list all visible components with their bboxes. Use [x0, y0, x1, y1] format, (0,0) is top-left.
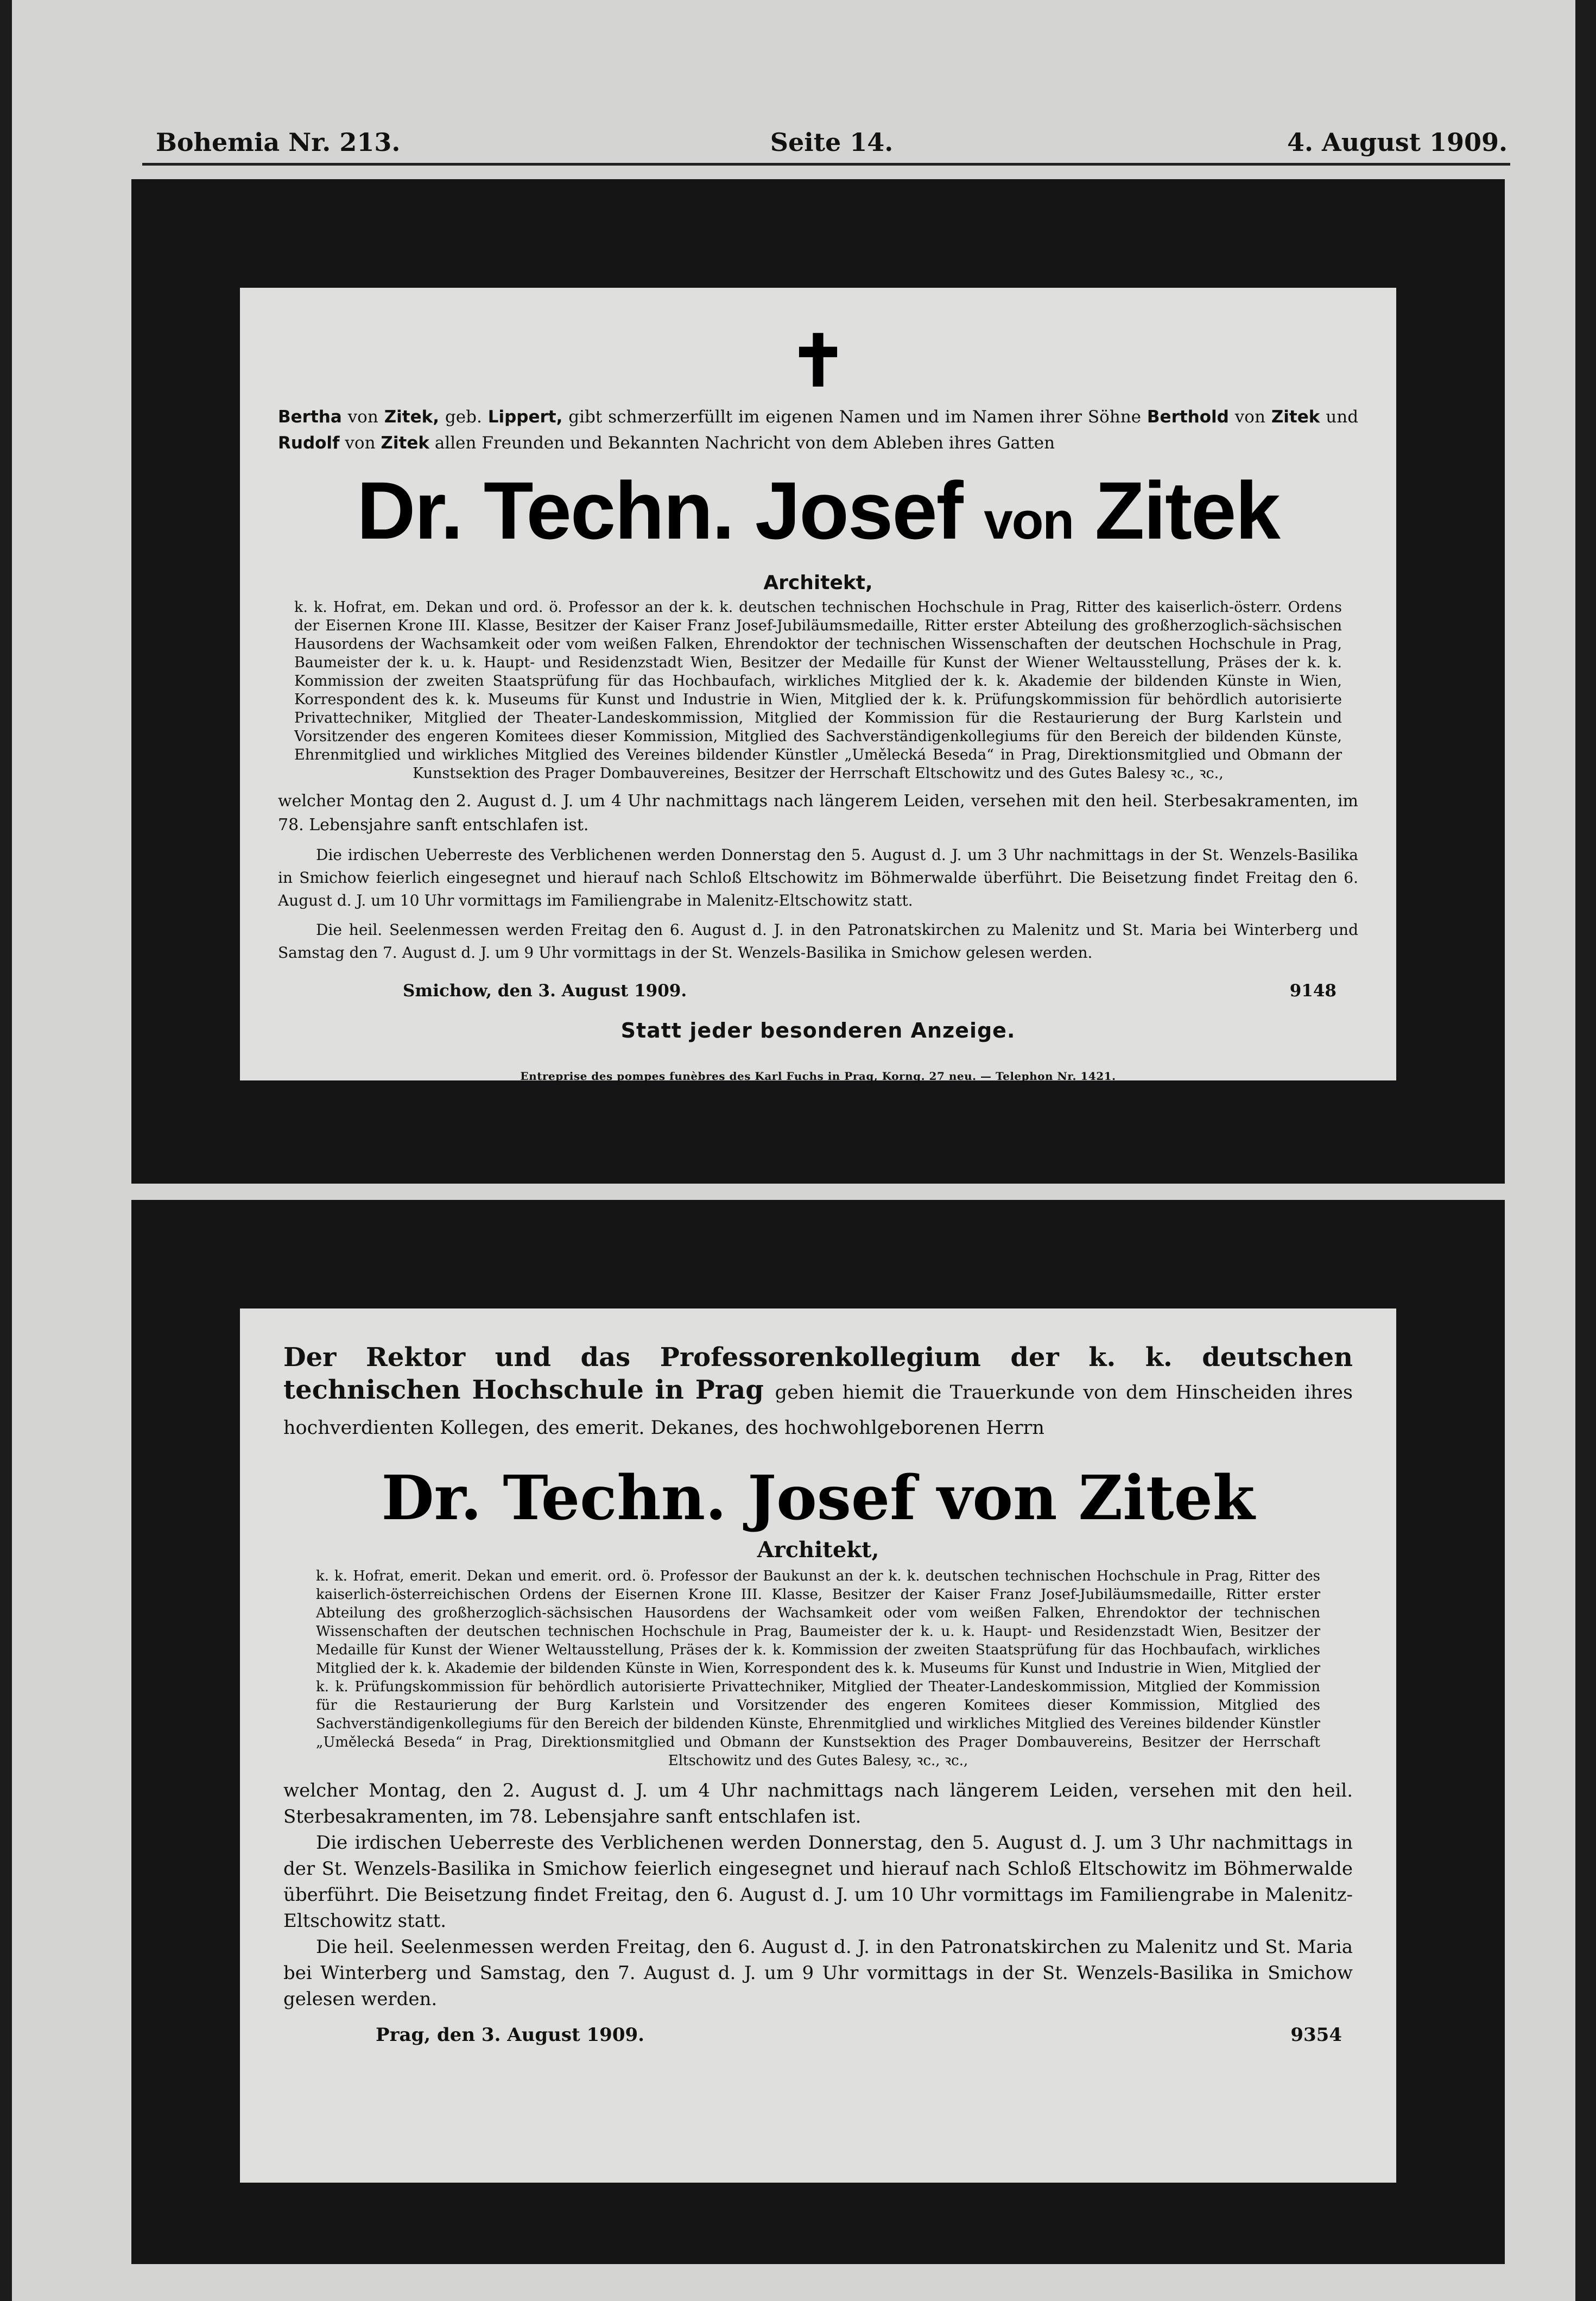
deceased-name: Dr. Techn. Josef von Zitek — [357, 465, 1280, 556]
mass-paragraph: Die heil. Seelenmessen werden Freitag den 6. August d. J. in den Patronatskirchen zu Malenitz und St. Maria bei Winterberg und Samstag den 7. August d. J. um 9 Uhr vormittags in der St. Wenzels-Basilika in Smichow gelesen werden. — [278, 921, 1358, 962]
ad-number: 9354 — [1290, 2024, 1342, 2046]
deceased-profession: Architekt, — [763, 572, 873, 594]
funeral-paragraph: Die irdischen Ueberreste des Verblichenen werden Donnerstag, den 5. August d. J. um 3 Uhr nachmittags in der St. Wenzels-Basilika in Smichow feierlich eingesegnet und hierauf nach Schloß Eltschowitz im Böhmerwalde überführt. Die Beisetzung findet Freitag, den 6. August d. J. um 10 Uhr vormittags im Familiengrabe in Malenitz-Eltschowitz statt. — [283, 1832, 1353, 1932]
dateline: Smichow, den 3. August 1909. 9148 — [278, 978, 1358, 1003]
dateline: Prag, den 3. August 1909. 9354 — [376, 2024, 1342, 2046]
death-paragraph: welcher Montag, den 2. August d. J. um 4 Uhr nachmittags nach längerem Leiden, versehen mit den heil. Sterbesakramenten, im 78. Lebensjahre sanft entschlafen ist. — [283, 1780, 1353, 1828]
statt-notice: Statt jeder besonderen Anzeige. — [620, 1019, 1016, 1042]
widow-name: Bertha — [278, 407, 342, 427]
university-headline: Der Rektor und das Professorenkollegium der k. k. deutschen technischen Hochschule in Prag geben hiemit die Trauerkunde von dem Hinscheiden ihres hochverdienten Kollegen, des emerit. Dekanes, des hochwohlgeborenen Herrn — [283, 1342, 1353, 1439]
obituary-notice-family — [240, 288, 1396, 1083]
page-header — [156, 128, 1508, 166]
announcement-lead: Bertha von Zitek, geb. Lippert, gibt schmerzerfüllt im eigenen Namen und im Namen ihrer Söhne Berthold von Zitek und Rudolf von Zitek allen Freunden und Bekannten Nachricht von dem Ableben ihres Gatten — [278, 407, 1359, 453]
issue-date: 4. August 1909. — [1287, 128, 1508, 157]
death-paragraph: welcher Montag den 2. August d. J. um 4 Uhr nachmittags nach längerem Leiden, versehen mit den heil. Sterbesakramenten, im 78. Lebensjahre sanft entschlafen ist. — [278, 792, 1358, 835]
son-name: Berthold — [1147, 407, 1229, 427]
ad-number: 9148 — [1289, 981, 1337, 1001]
deceased-name: Dr. Techn. Josef von Zitek — [381, 1463, 1255, 1534]
mass-paragraph: Die heil. Seelenmessen werden Freitag, den 6. August d. J. in den Patronatskirchen zu Malenitz und St. Maria bei Winterberg und Samstag, den 7. August d. J. um 9 Uhr vormittags in der St. Wenzels-Basilika in Smichow gelesen werden. — [283, 1936, 1353, 2010]
cross-icon: ✝ — [788, 319, 848, 402]
page-number: Seite 14. — [770, 128, 894, 157]
undertaker-line: Entreprise des pompes funèbres des Karl Fuchs in Prag, Korng. 27 neu. — Telephon Nr. 1421. — [520, 1070, 1116, 1083]
obituary-frame-university — [131, 1200, 1505, 2264]
son-name: Rudolf — [278, 433, 340, 453]
deceased-profession: Architekt, — [757, 1537, 879, 1563]
deceased-titles: k. k. Hofrat, em. Dekan und ord. ö. Professor an der k. k. deutschen technischen Hochschule in Prag, Ritter des kaiserlich-österr. Ordens der Eisernen Krone III. Klasse, Besitzer der Kaiser Franz Josef-Jubiläumsmedaille, Ritter erster Abteilung des großherzoglich-sächsischen Hausordens der Wachsamkeit oder vom weißen Falken, Ehrendoktor der technischen Wissenschaften der deutschen Hochschule in Prag, Baumeister der k. u. k. Haupt- und Residenzstadt Wien, Besitzer der Medaille für Kunst der Wiener Weltausstellung, Präses der k. k. Kommission der zweiten Staatsprüfung für das Hochbaufach, wirkliches Mitglied der k. k. Akademie der bildenden Künste in Wien, Korrespondent des k. k. Museums für Kunst und Industrie in Wien, Mitglied der k. k. Prüfungskommission für behördlich autorisierte Privattechniker, Mitglied der Theater-Landeskommission, Mitglied der Kommission für die Restaurierung der Burg Karlstein und Vorsitzender des engeren Komitees dieser Kommission, Mitglied des Sachverständigenkollegiums für den Bereich der bildenden Künste, Ehrenmitglied und wirkliches Mitglied des Vereines bildender Künstler „Umělecká Beseda“ in Prag, Direktionsmitglied und Obmann der Kunstsektion des Prager Dombauvereines, Besitzer der Herrschaft Eltschowitz und des Gutes Balesy ꝛc., ꝛc., — [294, 599, 1342, 782]
newspaper-issue: Bohemia Nr. 213. — [156, 128, 401, 157]
obituary-frame-family — [131, 179, 1505, 1184]
deceased-titles: k. k. Hofrat, emerit. Dekan und emerit. ord. ö. Professor der Baukunst an der k. k. deutschen technischen Hochschule in Prag, Ritter des kaiserlich-österreichischen Ordens der Eisernen Krone III. Klasse, Besitzer der Kaiser Franz Josef-Jubiläumsmedaille, Ritter erster Abteilung des großherzoglich-sächsischen Hausordens der Wachsamkeit oder vom weißen Falken, Ehrendoktor der technischen Wissenschaften der deutschen technischen Hochschule in Prag, Baumeister der k. u. k. Haupt- und Residenzstadt Wien, Besitzer der Medaille für Kunst der Wiener Weltausstellung, Präses der k. k. Kommission der zweiten Staatsprüfung für das Hochbaufach, wirkliches Mitglied der k. k. Akademie der bildenden Künste in Wien, Korrespondent des k. k. Museums für Kunst und Industrie in Wien, Mitglied der k. k. Prüfungskommission für behördlich autorisierte Privattechniker, Mitglied der Theater-Landeskommission, Mitglied der Kommission für die Restaurierung der Burg Karlstein und Vorsitzender des engeren Komitees dieser Kommission, Mitglied des Sachverständigenkollegiums für den Bereich der bildenden Künste, Ehrenmitglied und wirkliches Mitglied des Vereines bildender Künstler „Umělecká Beseda“ in Prag, Direktionsmitglied und Obmann der Kunstsektion des Prager Dombauvereins, Besitzer der Herrschaft Eltschowitz und des Gutes Balesy, ꝛc., ꝛc., — [316, 1568, 1320, 1769]
funeral-paragraph: Die irdischen Ueberreste des Verblichenen werden Donnerstag den 5. August d. J. um 3 Uhr nachmittags in der St. Wenzels-Basilika in Smichow feierlich eingesegnet und hierauf nach Schloß Eltschowitz im Böhmerwalde überführt. Die Beisetzung findet Freitag den 6. August d. J. um 10 Uhr vormittags im Familiengrabe in Malenitz-Eltschowitz statt. — [278, 846, 1358, 909]
newspaper-page — [12, 0, 1575, 2301]
header-rule — [142, 163, 1510, 166]
obituary-notice-university — [240, 1308, 1396, 2183]
